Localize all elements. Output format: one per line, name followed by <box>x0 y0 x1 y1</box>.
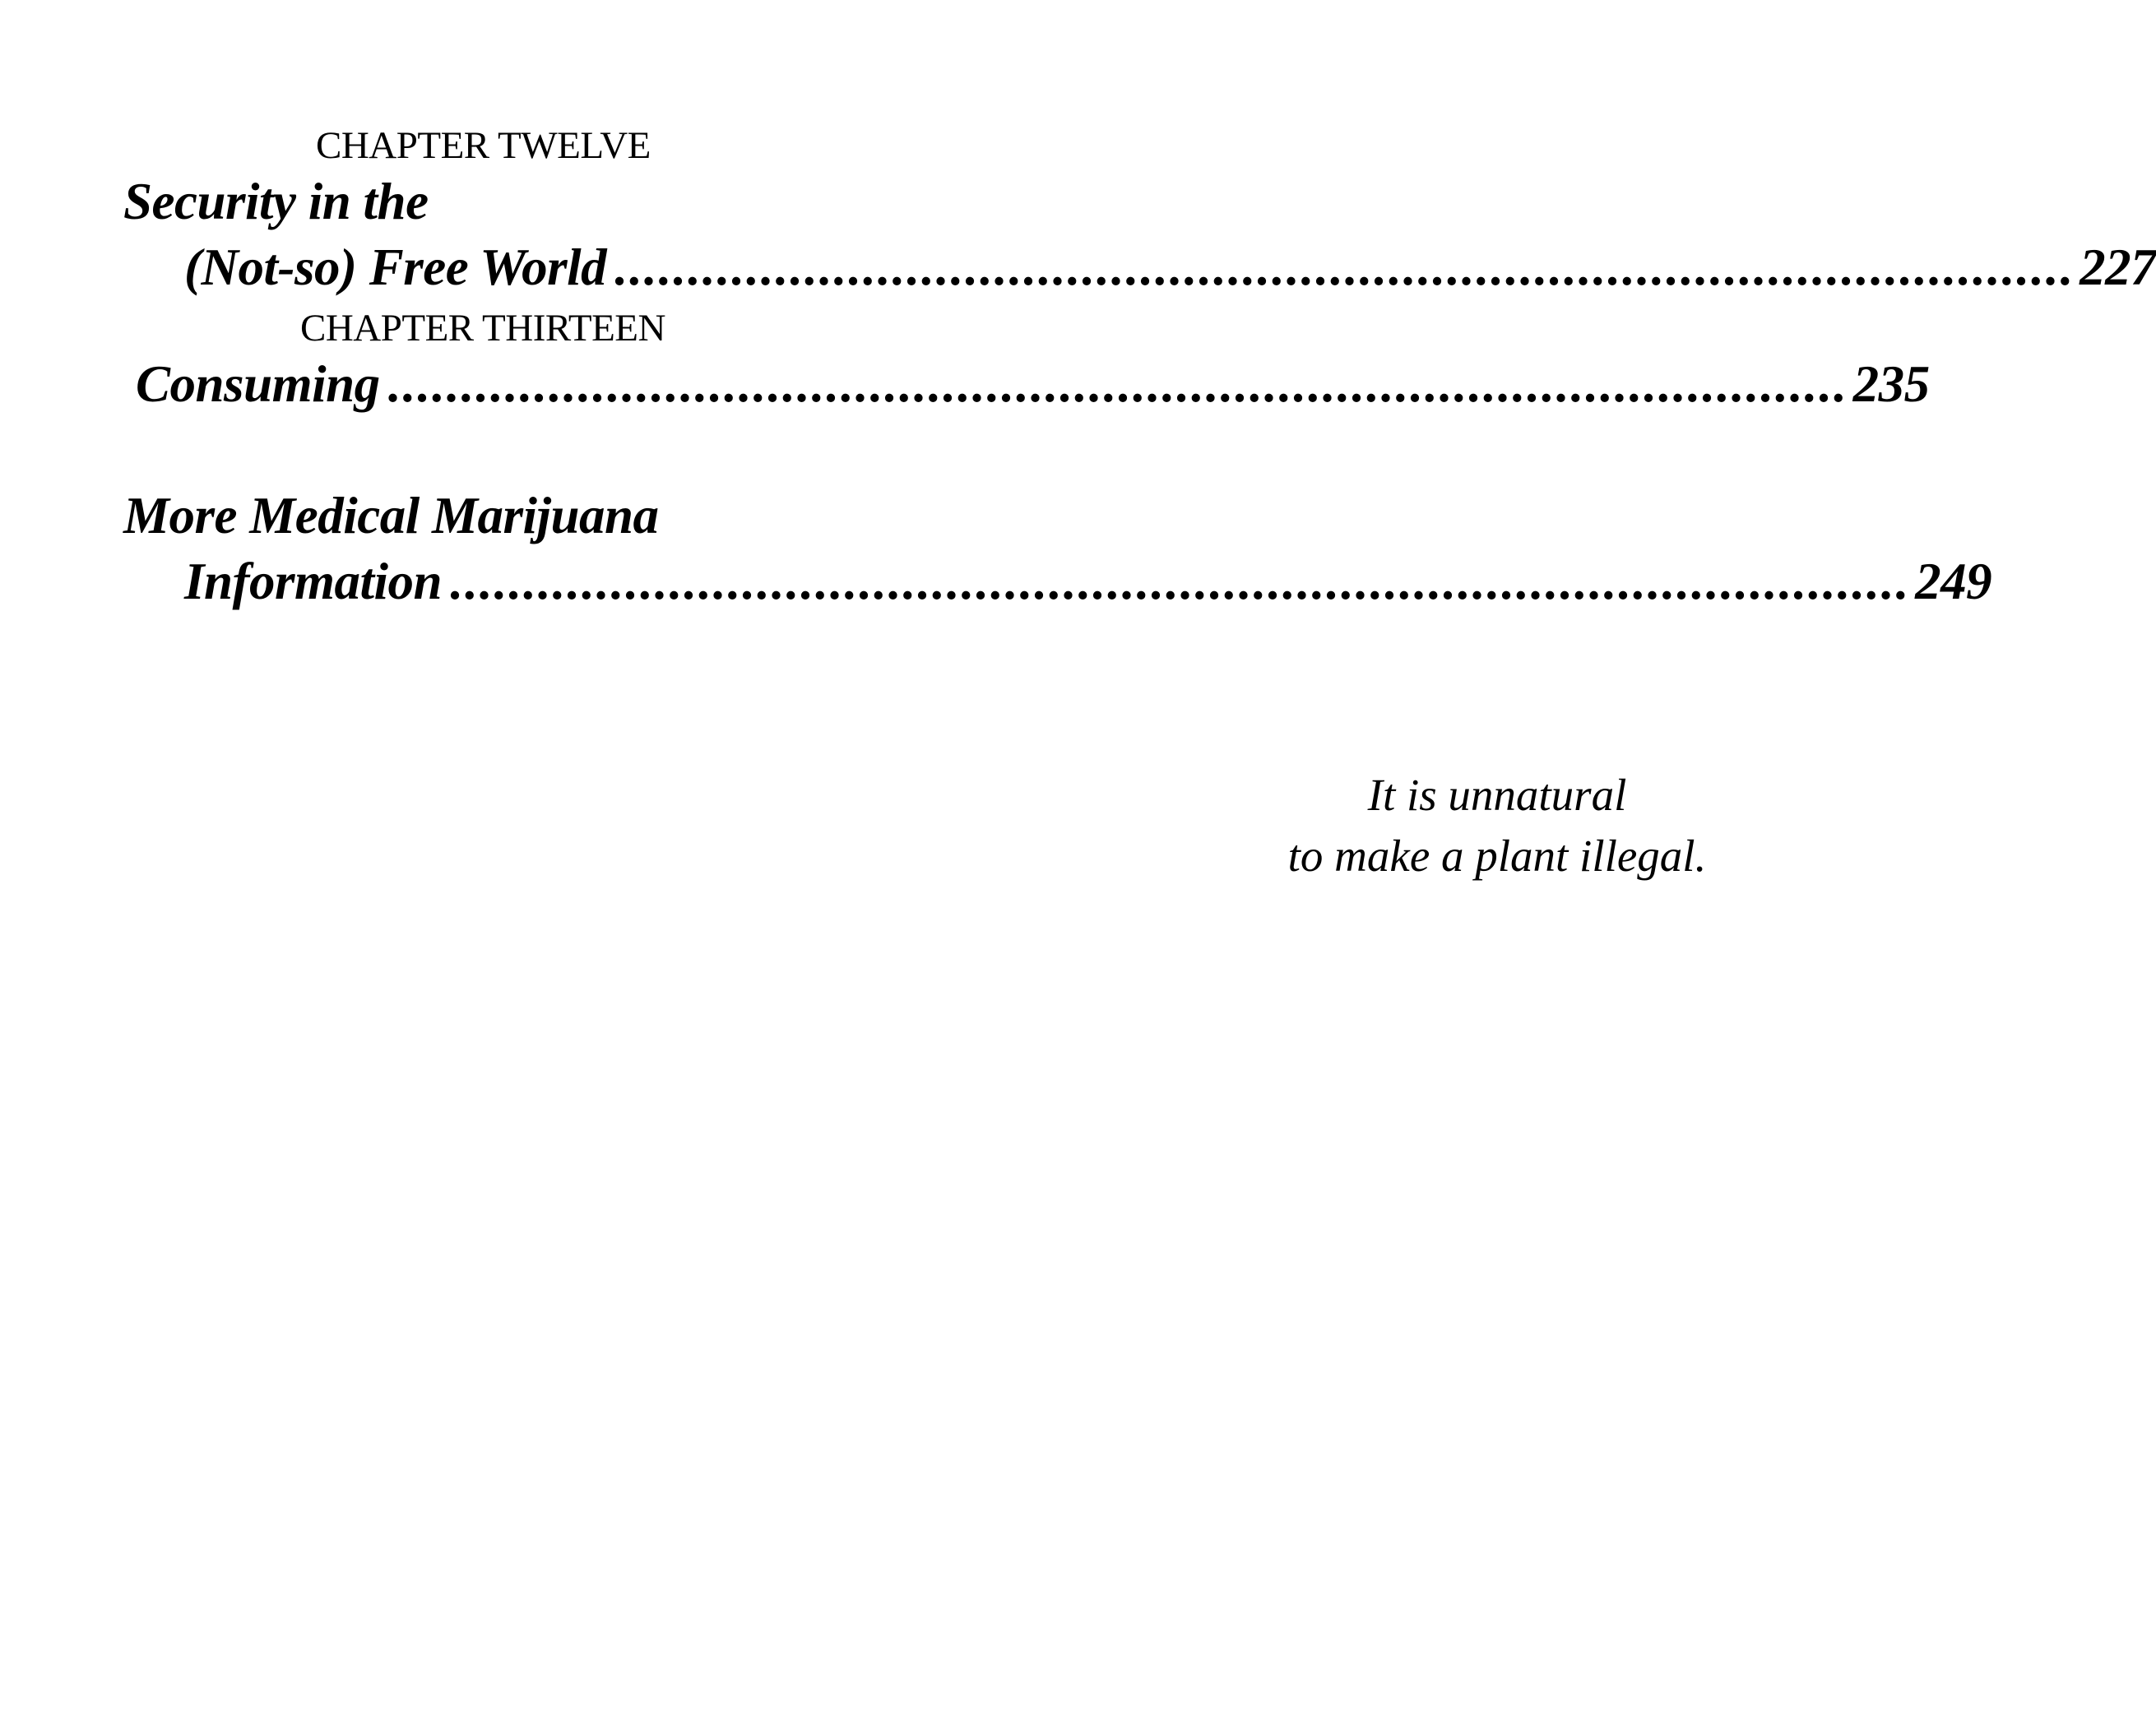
chapter-twelve-label: CHAPTER TWELVE <box>316 124 651 167</box>
chapter-thirteen-label: CHAPTER THIRTEEN <box>300 307 665 350</box>
chapter-thirteen-page-number: 235 <box>1852 355 1930 413</box>
more-info-title-line1: More Medical Marijuana <box>123 487 659 544</box>
chapter-twelve-entry[interactable] <box>184 238 2156 296</box>
chapter-twelve-title-line2: (Not-so) Free World <box>184 238 607 296</box>
epigraph-line2: to make a plant illegal. <box>1287 831 1707 881</box>
chapter-twelve-title-line1: Security in the <box>123 173 429 230</box>
dot-leader: .................................................................................................... <box>448 553 1909 610</box>
epigraph-line1: It is unnatural <box>1367 770 1627 820</box>
more-info-entry[interactable] <box>184 553 1992 610</box>
more-info-page-number: 249 <box>1915 553 1992 610</box>
chapter-thirteen-title: Consuming <box>136 355 380 413</box>
dot-leader: .................................................................................................... <box>613 238 2074 296</box>
dot-leader: .................................................................................................... <box>386 355 1847 413</box>
epigraph-quote <box>1226 765 1769 887</box>
more-info-title-line2: Information <box>184 553 443 610</box>
chapter-twelve-page-number: 227 <box>2079 238 2156 296</box>
chapter-thirteen-entry[interactable] <box>136 355 1930 413</box>
